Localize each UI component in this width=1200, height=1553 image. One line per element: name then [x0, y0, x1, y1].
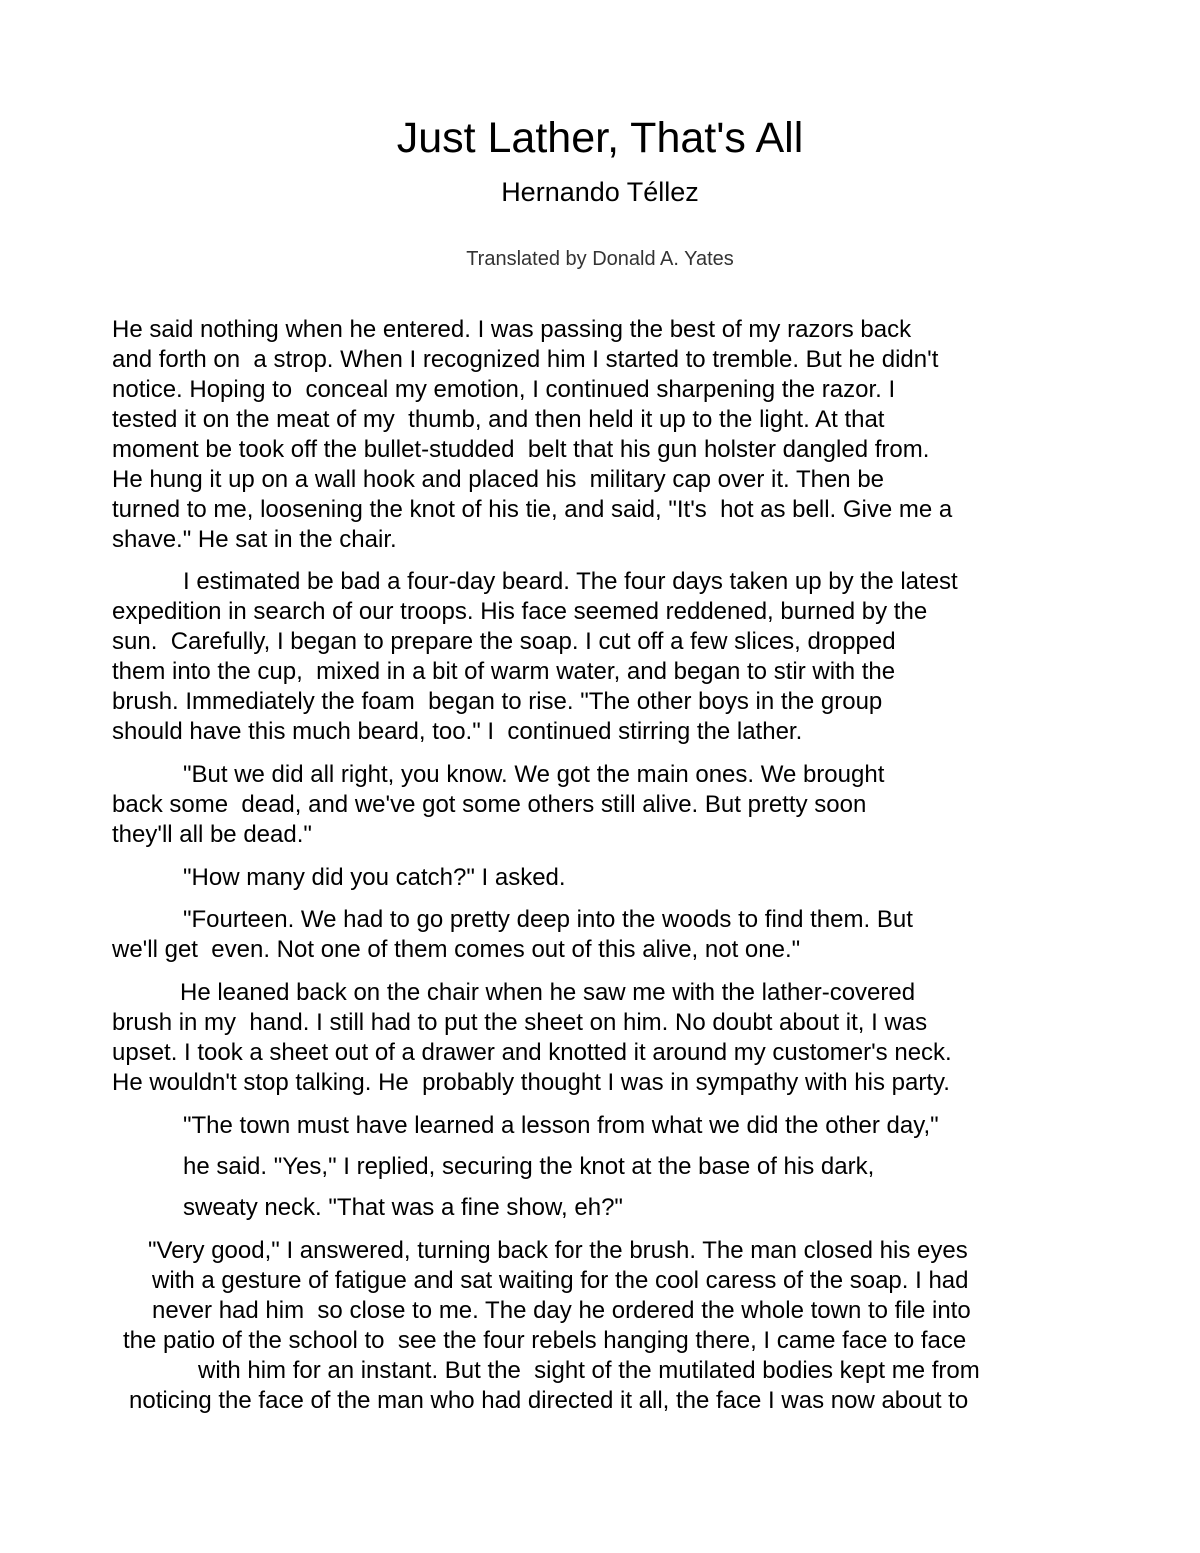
text-line: brush. Immediately the foam began to rise. "The other boys in the group [112, 688, 883, 715]
text-line: shave." He sat in the chair. [112, 526, 397, 553]
text-line: notice. Hoping to conceal my emotion, I continued sharpening the razor. I [112, 376, 896, 403]
text-line: should have this much beard, too." I continued stirring the lather. [112, 718, 803, 745]
text-line: expedition in search of our troops. His face seemed reddened, burned by the [112, 598, 928, 625]
text-line: sweaty neck. "That was a fine show, eh?" [183, 1194, 623, 1221]
text-line: "The town must have learned a lesson from what we did the other day," [183, 1112, 939, 1139]
text-line: "But we did all right, you know. We got the main ones. We brought [183, 761, 885, 788]
text-line: back some dead, and we've got some others still alive. But pretty soon [112, 791, 867, 818]
text-line: noticing the face of the man who had directed it all, the face I was now about to [129, 1387, 969, 1414]
text-line: never had him so close to me. The day he ordered the whole town to file into [152, 1297, 971, 1324]
text-line: the patio of the school to see the four rebels hanging there, I came face to face [123, 1327, 967, 1354]
text-line: "Fourteen. We had to go pretty deep into the woods to find them. But [183, 906, 913, 933]
text-line: I estimated be bad a four-day beard. The four days taken up by the latest [183, 568, 958, 595]
author-name: Hernando Téllez [501, 177, 699, 207]
text-line: he said. "Yes," I replied, securing the knot at the base of his dark, [183, 1153, 875, 1180]
text-line: sun. Carefully, I began to prepare the soap. I cut off a few slices, dropped [112, 628, 896, 655]
text-line: turned to me, loosening the knot of his tie, and said, "It's hot as bell. Give me a [112, 496, 953, 523]
text-line: He said nothing when he entered. I was passing the best of my razors back [112, 316, 912, 343]
translator-credit: Translated by Donald A. Yates [466, 248, 734, 270]
text-line: with a gesture of fatigue and sat waiting for the cool caress of the soap. I had [152, 1267, 969, 1294]
text-line: He wouldn't stop talking. He probably thought I was in sympathy with his party. [112, 1069, 950, 1096]
story-title: Just Lather, That's All [396, 114, 804, 162]
text-line: they'll all be dead." [112, 821, 312, 848]
text-line: "How many did you catch?" I asked. [183, 864, 566, 891]
text-line: moment be took off the bullet-studded belt that his gun holster dangled from. [112, 436, 930, 463]
text-line: and forth on a strop. When I recognized him I started to tremble. But he didn't [112, 346, 939, 373]
text-line: upset. I took a sheet out of a drawer and knotted it around my customer's neck. [112, 1039, 952, 1066]
text-line: He hung it up on a wall hook and placed his military cap over it. Then be [112, 466, 885, 493]
text-line: brush in my hand. I still had to put the sheet on him. No doubt about it, I was [112, 1009, 928, 1036]
text-line: them into the cup, mixed in a bit of warm water, and began to stir with the [112, 658, 896, 685]
text-line: we'll get even. Not one of them comes out of this alive, not one." [112, 936, 801, 963]
text-line: He leaned back on the chair when he saw me with the lather-covered [180, 979, 916, 1006]
text-line: with him for an instant. But the sight of the mutilated bodies kept me from [198, 1357, 980, 1384]
text-line: tested it on the meat of my thumb, and then held it up to the light. At that [112, 406, 885, 433]
text-line: "Very good," I answered, turning back for the brush. The man closed his eyes [148, 1237, 968, 1264]
